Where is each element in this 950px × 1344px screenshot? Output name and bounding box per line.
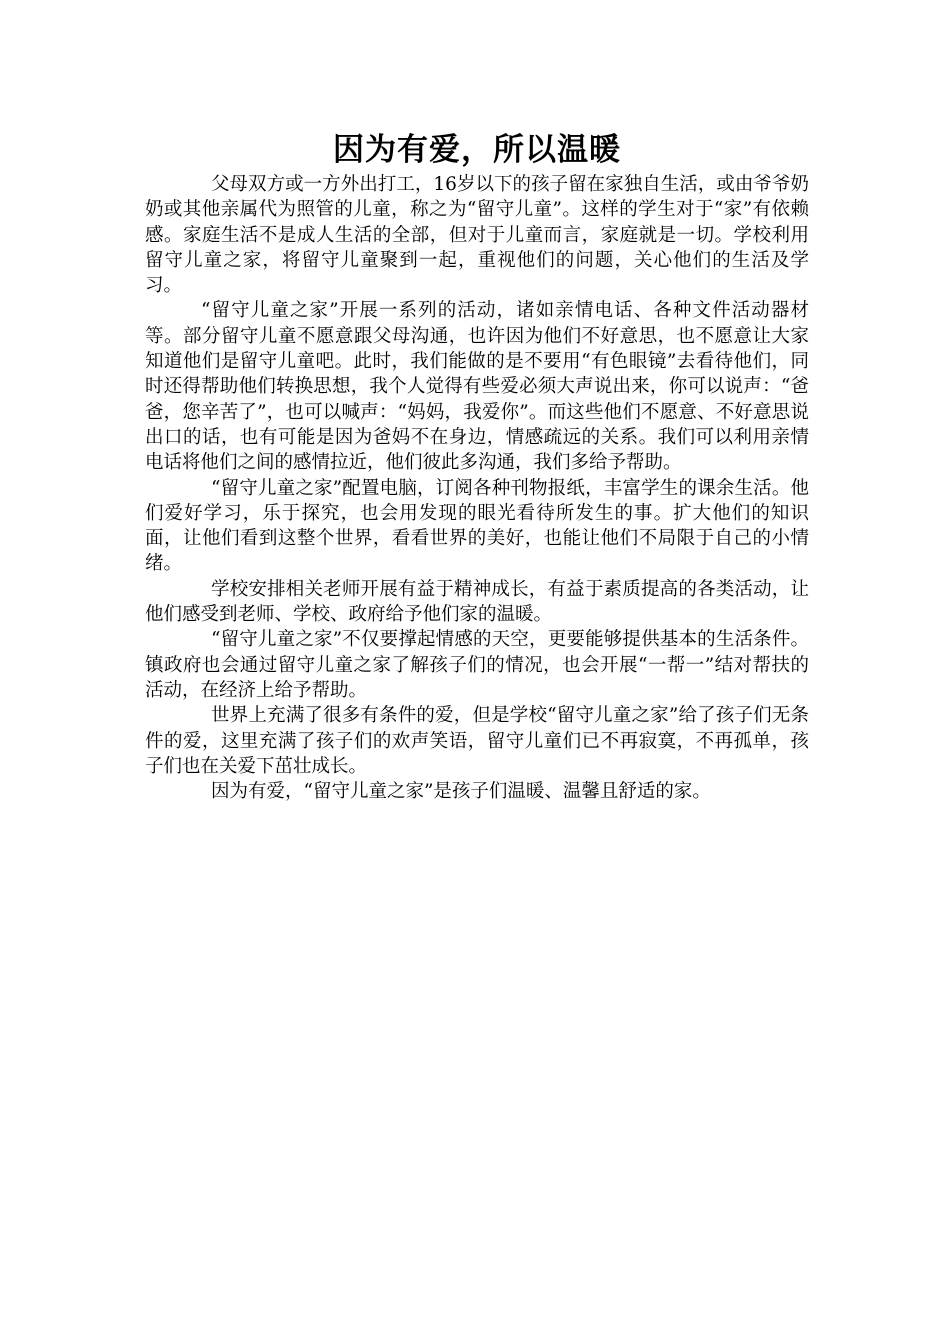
paragraph-2: “留守儿童之家”开展一系列的活动，诸如亲情电话、各种文件活动器材等。部分留守儿童不愿意跟父母沟通，也许因为他们不好意思，也不愿意让大家知道他们是留守儿童吧。此时，我们能做的是不要用“有色眼镜”去看待他们，同时还得帮助他们转换思想，我个人觉得有些爱必须大声说出来，你可以说声：“爸爸，您辛苦了”，也可以喊声：“妈妈，我爱你”。而这些他们不愿意、不好意思说出口的话，也有可能是因为爸妈不在身边，情感疏远的关系。我们可以利用亲情电话将他们之间的感情拉近，他们彼此多沟通，我们多给予帮助。: [145, 300, 809, 474]
paragraph-1: 父母双方或一方外出打工，16岁以下的孩子留在家独自生活，或由爷爷奶奶或其他亲属代为照管的儿童，称之为“留守儿童”。这样的学生对于“家”有依赖感。家庭生活不是成人生活的全部，但对于儿童而言，家庭就是一切。学校利用留守儿童之家，将留守儿童聚到一起，重视他们的问题，关心他们的生活及学习。: [145, 174, 809, 297]
document-body: [145, 128, 809, 804]
paragraph-7: 因为有爱，“留守儿童之家”是孩子们温暖、温馨且舒适的家。: [211, 781, 711, 803]
paragraph-4: 学校安排相关老师开展有益于精神成长，有益于素质提高的各类活动，让他们感受到老师、学校、政府给予他们家的温暖。: [145, 578, 809, 626]
document-title: 因为有爱，所以温暖: [333, 132, 621, 168]
paragraph-6: 世界上充满了很多有条件的爱，但是学校“留守儿童之家”给了孩子们无条件的爱，这里充满了孩子们的欢声笑语，留守儿童们已不再寂寞，不再孤单，孩子们也在关爱下茁壮成长。: [145, 705, 809, 777]
paragraph-3: “留守儿童之家”配置电脑，订阅各种刊物报纸，丰富学生的课余生活。他们爱好学习，乐于探究，也会用发现的眼光看待所发生的事。扩大他们的知识面，让他们看到这整个世界，看看世界的美好，也能让他们不局限于自己的小情绪。: [145, 477, 809, 575]
paragraph-5: “留守儿童之家”不仅要撑起情感的天空，更要能够提供基本的生活条件。镇政府也会通过留守儿童之家了解孩子们的情况，也会开展“一帮一”结对帮扶的活动，在经济上给予帮助。: [145, 629, 809, 701]
